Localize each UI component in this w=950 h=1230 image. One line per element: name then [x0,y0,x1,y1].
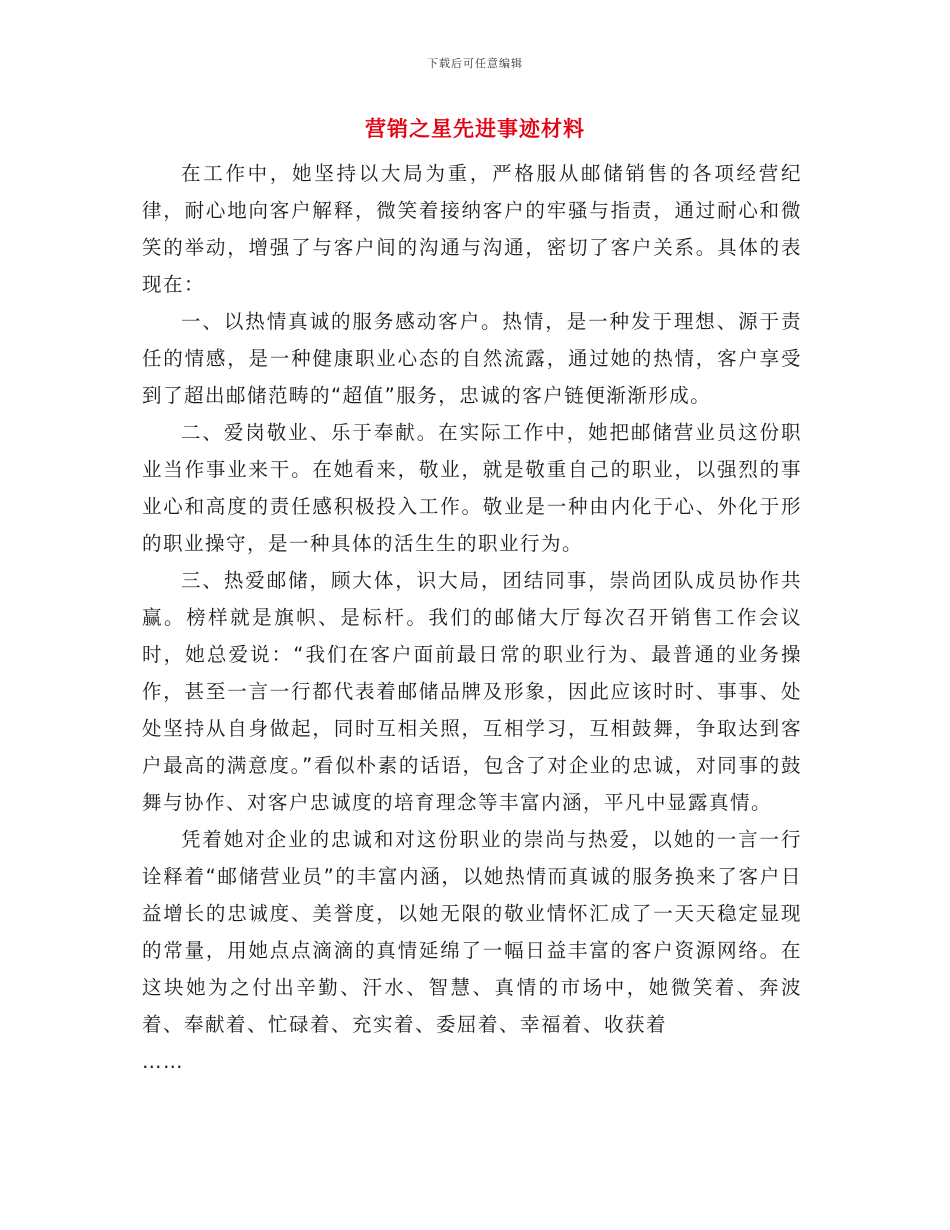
document-body [142,155,802,1080]
paragraph-ellipsis: …… [142,1050,184,1073]
paragraph-two: 二、爱岗敬业、乐于奉献。在实际工作中，她把邮储营业员这份职业当作事业来干。在她看来，敬业，就是敬重自己的职业，以强烈的事业心和高度的责任感积极投入工作。敬业是一种由内化于心、外化于形的职业操守，是一种具体的活生生的职业行为。 [142,421,802,555]
paragraph-intro: 在工作中，她坚持以大局为重，严格服从邮储销售的各项经营纪律，耐心地向客户解释，微笑着接纳客户的牢骚与指责，通过耐心和微笑的举动，增强了与客户间的沟通与沟通，密切了客户关系。具体的表现在： [142,162,802,296]
paragraph-one: 一、以热情真诚的服务感动客户。热情，是一种发于理想、源于责任的情感，是一种健康职业心态的自然流露，通过她的热情，客户享受到了超出邮储范畴的“超值”服务，忠诚的客户链便渐渐形成。 [142,310,802,407]
header-note: 下载后可任意编辑 [427,57,523,70]
paragraph-conclusion: 凭着她对企业的忠诚和对这份职业的崇尚与热爱，以她的一言一行诠释着“邮储营业员”的丰富内涵，以她热情而真诚的服务换来了客户日益增长的忠诚度、美誉度，以她无限的敬业情怀汇成了一天天稳定显现的常量，用她点点滴滴的真情延绵了一幅日益丰富的客户资源网络。在这块她为之付出辛勤、汗水、智慧、真情的市场中，她微笑着、奔波着、奉献着、忙碌着、充实着、委屈着、幸福着、收获着 [142,828,802,1036]
paragraph-three: 三、热爱邮储，顾大体，识大局，团结同事，崇尚团队成员协作共赢。榜样就是旗帜、是标杆。我们的邮储大厅每次召开销售工作会议时，她总爱说：“我们在客户面前最日常的职业行为、最普通的业务操作，甚至一言一行都代表着邮储品牌及形象，因此应该时时、事事、处处坚持从自身做起，同时互相关照，互相学习，互相鼓舞，争取达到客户最高的满意度。”看似朴素的话语，包含了对企业的忠诚，对同事的鼓舞与协作、对客户忠诚度的培育理念等丰富内涵，平凡中显露真情。 [142,569,802,814]
document-title: 营销之星先进事迹材料 [365,117,585,141]
